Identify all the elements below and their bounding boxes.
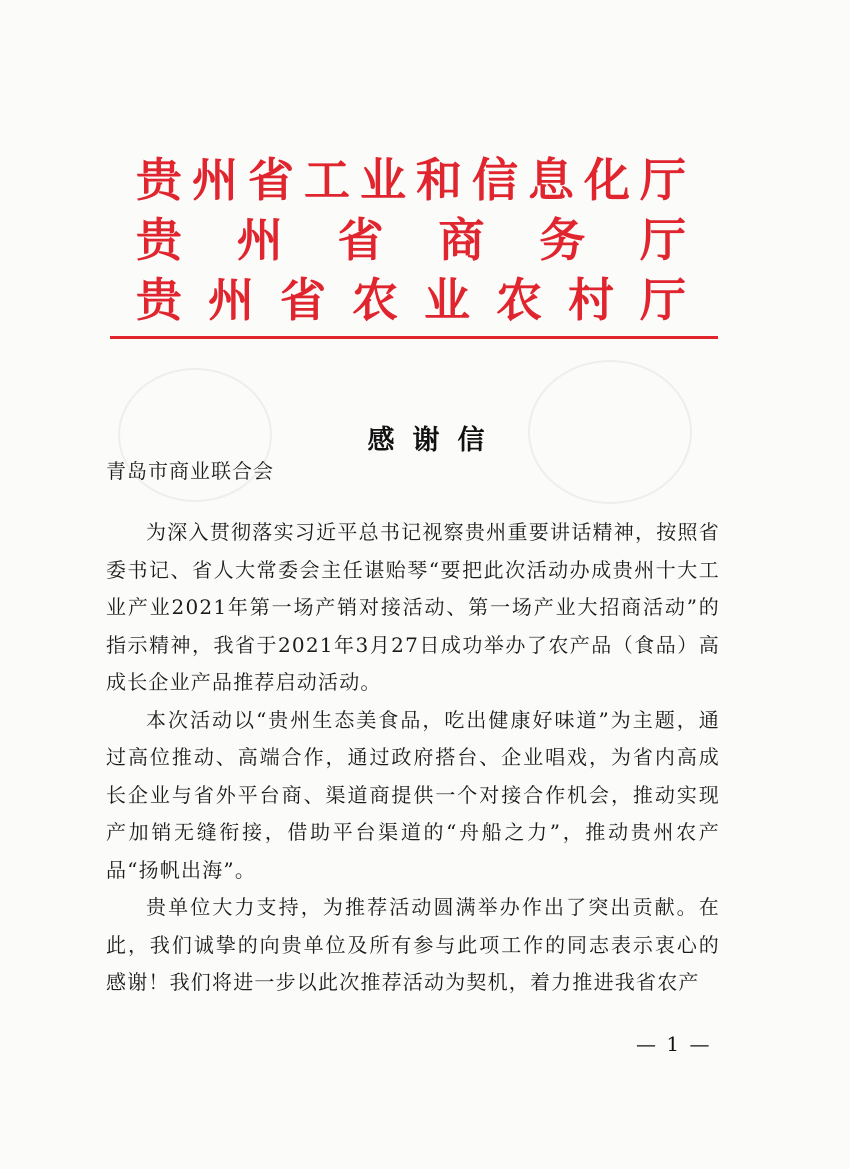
letter-body <box>106 514 720 1002</box>
letterhead-char: 厅 <box>639 213 686 267</box>
letterhead-char: 州 <box>236 213 283 267</box>
letterhead-char: 省 <box>280 273 326 327</box>
letterhead-char: 业 <box>360 153 406 207</box>
letterhead-char: 州 <box>192 153 238 207</box>
letterhead-char: 村 <box>568 273 614 327</box>
letterhead-char: 贵 <box>136 153 182 207</box>
letterhead-char: 化 <box>584 153 630 207</box>
letterhead-char: 农 <box>352 273 398 327</box>
letterhead-char: 省 <box>337 213 384 267</box>
letterhead-char: 贵 <box>136 273 182 327</box>
letterhead <box>112 150 718 330</box>
letterhead-char: 农 <box>496 273 542 327</box>
letterhead-char: 厅 <box>640 273 686 327</box>
letterhead-char: 省 <box>248 153 294 207</box>
letterhead-char: 息 <box>528 153 574 207</box>
letterhead-line-3 <box>112 270 718 330</box>
letterhead-char: 信 <box>472 153 518 207</box>
letterhead-red-rule <box>110 336 718 339</box>
letterhead-char: 贵 <box>136 213 182 267</box>
addressee: 青岛市商业联合会 <box>106 459 274 483</box>
letterhead-line-1 <box>112 150 718 210</box>
letterhead-char: 业 <box>424 273 470 327</box>
letterhead-char: 工 <box>304 153 350 207</box>
body-paragraph: 贵单位大力支持，为推荐活动圆满举办作出了突出贡献。在此，我们诚挚的向贵单位及所有参与此项工作的同志表示衷心的感谢！我们将进一步以此次推荐活动为契机，着力推进我省农产 <box>106 895 720 994</box>
letterhead-char: 州 <box>208 273 254 327</box>
body-paragraph: 本次活动以“贵州生态美食品，吃出健康好味道”为主题，通过高位推动、高端合作，通过政府搭台、企业唱戏，为省内高成长企业与省外平台商、渠道商提供一个对接合作机会，推动实现产加销无缝衔接，借助平台渠道的“舟船之力”，推动贵州农产品“扬帆出海”。 <box>106 707 720 882</box>
body-paragraph: 为深入贯彻落实习近平总书记视察贵州重要讲话精神，按照省委书记、省人大常委会主任谌贻琴“要把此次活动办成贵州十大工业产业2021年第一场产销对接活动、第一场产业大招商活动”的指示精神，我省于2021年3月27日成功举办了农产品（食品）高成长企业产品推荐启动活动。 <box>106 520 720 694</box>
letterhead-char: 商 <box>438 213 485 267</box>
letterhead-char: 务 <box>539 213 586 267</box>
letterhead-char: 厅 <box>640 153 686 207</box>
document-title: 感谢信 <box>367 425 503 456</box>
letterhead-line-2 <box>112 210 718 270</box>
page-number: — 1 — <box>636 1032 712 1056</box>
letterhead-char: 和 <box>416 153 462 207</box>
